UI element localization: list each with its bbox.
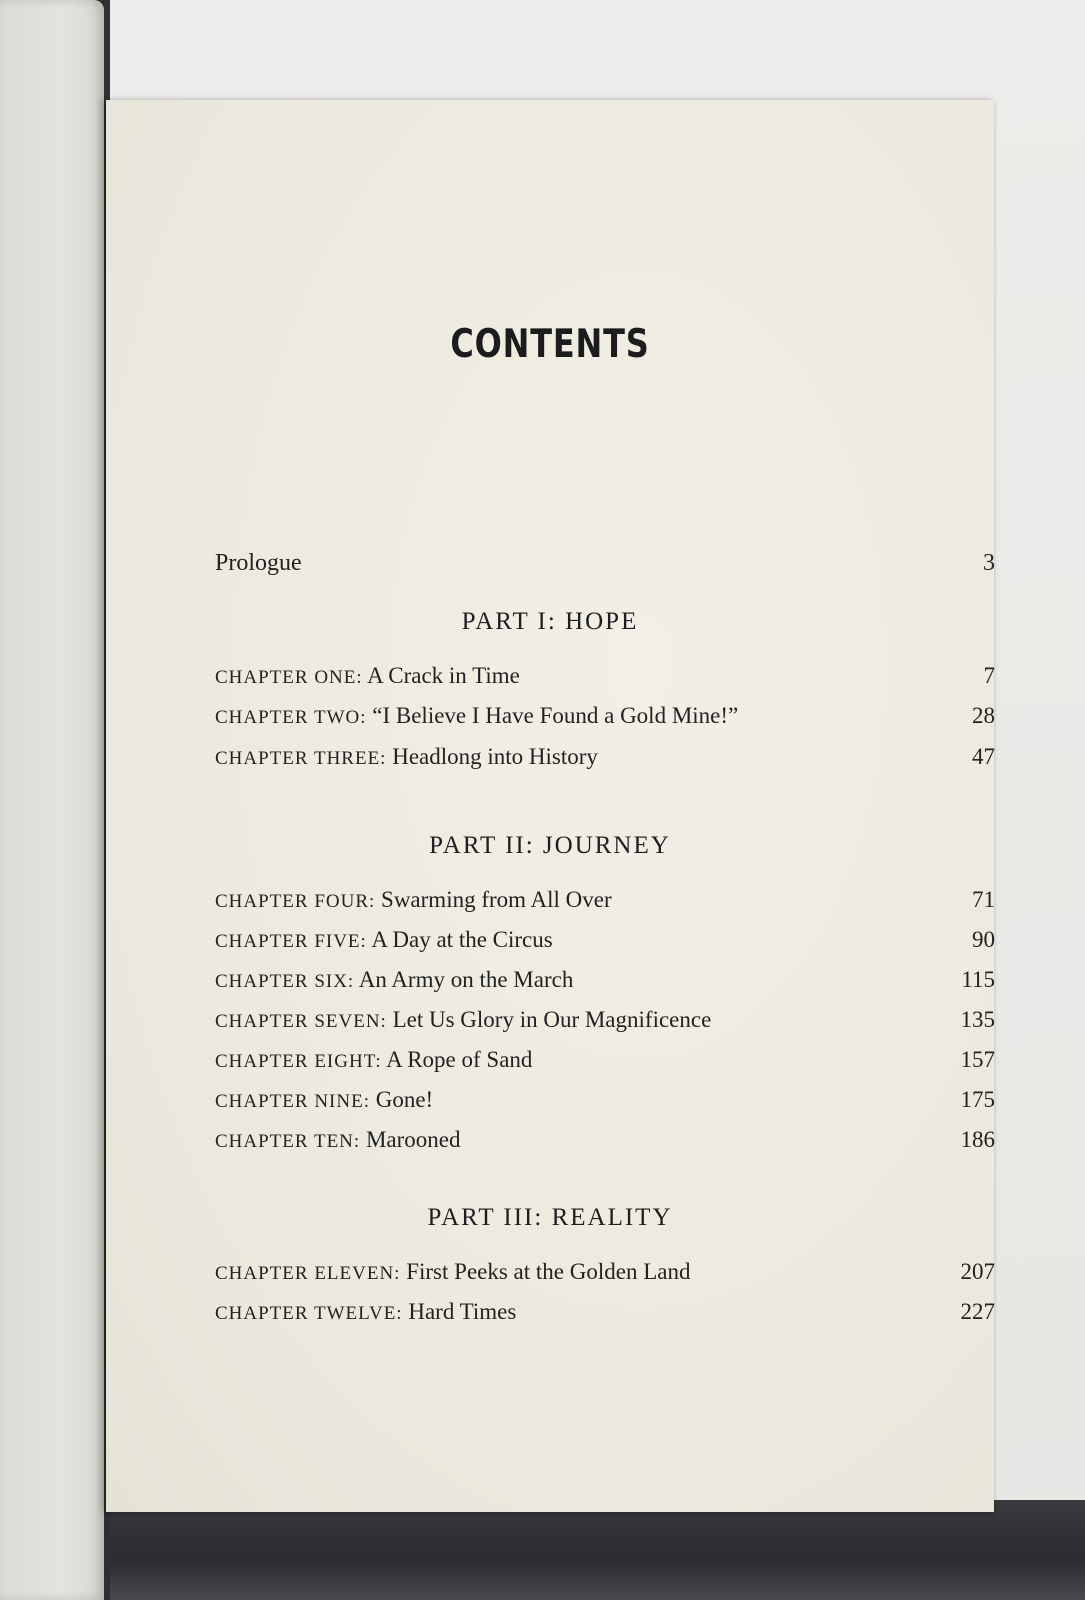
chapter-page: 175 [960, 1087, 995, 1112]
prologue-label: Prologue [215, 550, 302, 576]
contents-title: CONTENTS [450, 322, 650, 367]
prologue-page: 3 [983, 550, 995, 576]
contents-page [106, 100, 994, 1512]
chapter-number: CHAPTER SEVEN: [215, 1011, 387, 1032]
toc-entry-chapter [215, 663, 995, 697]
chapter-number: CHAPTER TEN: [215, 1131, 361, 1152]
chapter-title: Headlong into History [392, 744, 598, 769]
left-page [0, 0, 104, 1600]
toc-entry-chapter [215, 703, 995, 737]
chapter-page: 7 [983, 663, 995, 688]
chapter-page: 115 [961, 967, 995, 992]
chapter-number: CHAPTER ONE: [215, 667, 363, 688]
chapter-title: Swarming from All Over [381, 887, 612, 912]
part-heading: PART II: JOURNEY [429, 832, 671, 859]
toc-entry-chapter [215, 967, 995, 1001]
chapter-page: 71 [972, 887, 995, 912]
chapter-page: 90 [972, 927, 995, 952]
chapter-number: CHAPTER NINE: [215, 1091, 370, 1112]
toc-entry-chapter [215, 1087, 995, 1121]
part-heading: PART I: HOPE [461, 608, 639, 635]
chapter-page: 207 [960, 1259, 995, 1284]
chapter-number: CHAPTER ELEVEN: [215, 1263, 401, 1284]
chapter-title: A Rope of Sand [386, 1047, 533, 1072]
part-heading: PART III: REALITY [427, 1204, 673, 1231]
chapter-title: Marooned [365, 1127, 461, 1152]
book-cover-bottom [40, 1500, 1085, 1600]
chapter-page: 47 [972, 744, 995, 769]
toc-entry-chapter [215, 927, 995, 961]
chapter-title: Gone! [375, 1087, 434, 1112]
chapter-title: A Day at the Circus [371, 927, 553, 952]
toc-entry-chapter [215, 887, 995, 921]
chapter-number: CHAPTER FOUR: [215, 891, 376, 912]
chapter-number: CHAPTER THREE: [215, 748, 387, 769]
chapter-title: Hard Times [408, 1299, 517, 1324]
toc-entry-chapter [215, 1007, 995, 1041]
toc-entry-chapter [215, 1127, 995, 1161]
toc-entry-chapter [215, 1259, 995, 1293]
chapter-page: 135 [960, 1007, 995, 1032]
chapter-title: “I Believe I Have Found a Gold Mine!” [372, 703, 739, 728]
toc-entry-chapter [215, 1047, 995, 1081]
chapter-page: 28 [972, 703, 995, 728]
chapter-page: 227 [960, 1299, 995, 1324]
toc-entry-chapter [215, 1299, 995, 1333]
chapter-page: 157 [960, 1047, 995, 1072]
chapter-title: First Peeks at the Golden Land [406, 1259, 691, 1284]
toc-entry-chapter [215, 744, 995, 778]
chapter-number: CHAPTER FIVE: [215, 931, 367, 952]
chapter-number: CHAPTER TWO: [215, 707, 367, 728]
chapter-page: 186 [960, 1127, 995, 1152]
chapter-number: CHAPTER SIX: [215, 971, 355, 992]
chapter-number: CHAPTER TWELVE: [215, 1303, 403, 1324]
chapter-title: Let Us Glory in Our Magnificence [392, 1007, 712, 1032]
chapter-number: CHAPTER EIGHT: [215, 1051, 382, 1072]
chapter-title: An Army on the March [358, 967, 574, 992]
toc-entry-prologue [215, 550, 995, 584]
chapter-title: A Crack in Time [367, 663, 520, 688]
